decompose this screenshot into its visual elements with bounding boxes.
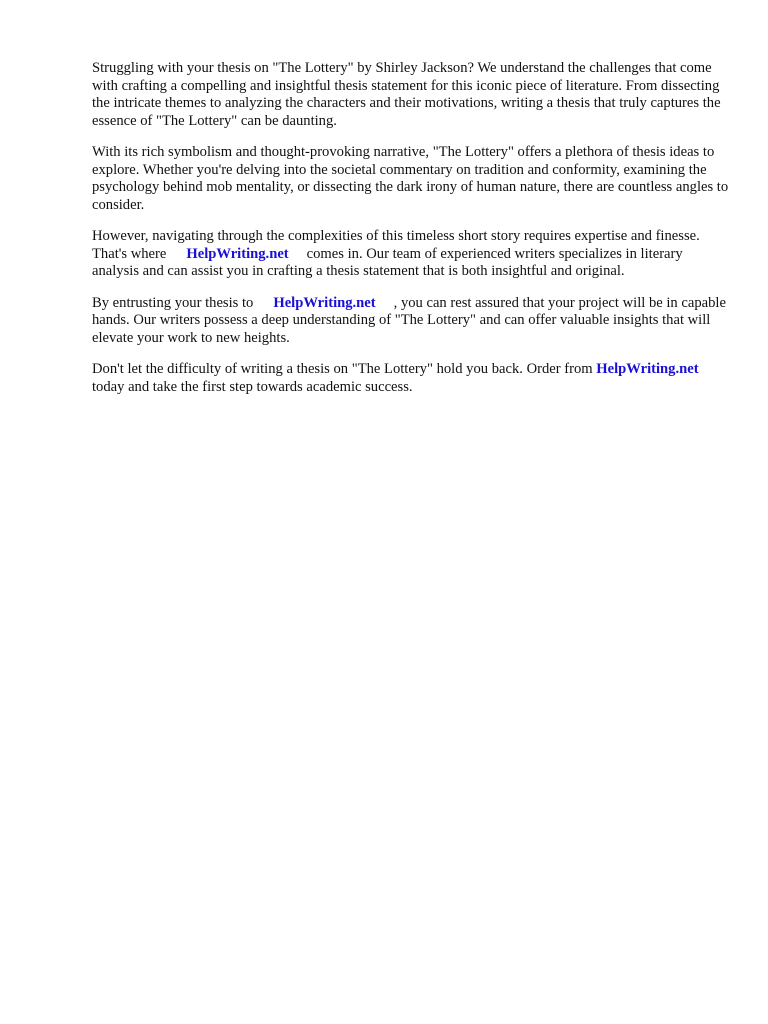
helpwriting-link[interactable]: HelpWriting.net	[596, 361, 699, 377]
paragraph-text: comes in. Our team of experienced writers specializes in literary analysis and can assist you in crafting a thesis statement that is both insightful and original.	[92, 245, 683, 279]
paragraph-order	[92, 361, 732, 396]
helpwriting-link[interactable]: HelpWriting.net	[186, 245, 289, 262]
paragraph-text: , you can rest assured that your project will be in capable hands. Our writers possess a deep understanding of "The Lottery" and can offer valuable insights that will elevate your work to new heights.	[92, 294, 726, 346]
paragraph-navigating	[92, 228, 732, 281]
paragraph-text: By entrusting your thesis to	[92, 294, 254, 311]
paragraph-text: Don't let the difficulty of writing a thesis on "The Lottery" hold you back. Order from	[92, 361, 593, 377]
paragraph-entrusting	[92, 295, 732, 348]
paragraph-text: today and take the first step towards academic success.	[92, 378, 413, 395]
helpwriting-link[interactable]: HelpWriting.net	[273, 294, 376, 311]
paragraph-intro: Struggling with your thesis on "The Lottery" by Shirley Jackson? We understand the challenges that come with crafting a compelling and insightful thesis statement for this iconic piece of literature. From dissecting the intricate themes to analyzing the characters and their motivations, writing a thesis that truly captures the essence of "The Lottery" can be daunting.	[92, 60, 721, 129]
paragraph-symbolism: With its rich symbolism and thought-provoking narrative, "The Lottery" offers a plethora of thesis ideas to explore. Whether you're delving into the societal commentary on tradition and conformity, examining the psychology behind mob mentality, or dissecting the dark irony of human nature, there are countless angles to consider.	[92, 144, 729, 213]
paragraph-text: However, navigating through the complexities of this timeless short story requires expertise and finesse. That's where	[92, 228, 700, 262]
document-page	[92, 60, 732, 410]
